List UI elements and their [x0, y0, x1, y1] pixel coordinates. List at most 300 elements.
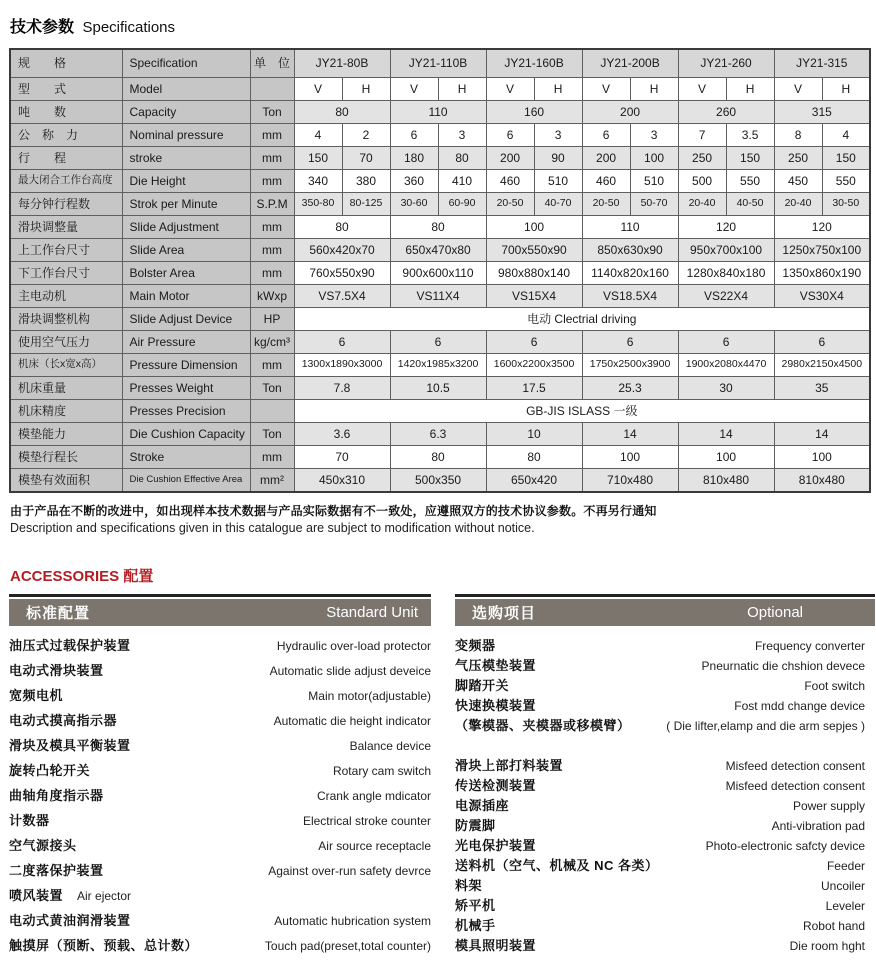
spec-value-cell: 350-80 — [294, 193, 342, 216]
spec-value-cell: 100 — [774, 446, 870, 469]
optional-rule — [455, 594, 875, 597]
spec-value-cell: 14 — [774, 423, 870, 446]
spec-value-cell: 450x310 — [294, 469, 390, 493]
spec-value-cell: 14 — [582, 423, 678, 446]
spec-row-unit: kWxp — [250, 285, 294, 308]
spec-value-cell: 4 — [294, 124, 342, 147]
spec-value-cell: 20-40 — [774, 193, 822, 216]
spec-value-cell: 40-70 — [534, 193, 582, 216]
optional-item-en: Photo-electronic safcty device — [705, 839, 865, 853]
spec-row — [10, 423, 870, 446]
standard-unit-item-en: Main motor(adjustable) — [308, 689, 431, 703]
spec-value-cell: 180 — [390, 147, 438, 170]
standard-unit-header-en: Standard Unit — [326, 604, 418, 621]
spec-row-unit: Ton — [250, 423, 294, 446]
spec-row-label-en: Bolster Area — [122, 262, 250, 285]
optional-item — [455, 835, 875, 855]
spec-row-label-zh: 模垫行程长 — [10, 446, 122, 469]
spec-value-cell: 80 — [390, 446, 486, 469]
spec-value-cell: 150 — [294, 147, 342, 170]
spec-value-cell: VS22X4 — [678, 285, 774, 308]
standard-unit-item-zh: 旋转凸轮开关 — [9, 763, 91, 778]
standard-unit-item — [9, 735, 431, 760]
spec-row-label-zh: 主电动机 — [10, 285, 122, 308]
standard-unit-item-en: Against over-run safety devrce — [268, 864, 431, 878]
spec-value-cell: H — [342, 78, 390, 101]
spec-row-label-zh: 机床精度 — [10, 400, 122, 423]
spec-row-label-en: Slide Area — [122, 239, 250, 262]
page-title — [10, 14, 869, 37]
spec-value-cell: VS18.5X4 — [582, 285, 678, 308]
spec-row — [10, 78, 870, 101]
standard-unit-item-en: Air source receptacle — [318, 839, 431, 853]
optional-item-zh: 滑块上部打料装置 — [455, 758, 564, 773]
spec-value-cell: 70 — [342, 147, 390, 170]
spec-row-label-zh: 公 称 力 — [10, 124, 122, 147]
spec-value-cell: H — [726, 78, 774, 101]
standard-unit-item-zh: 宽频电机 — [9, 688, 64, 703]
spec-row-unit — [250, 78, 294, 101]
page-title-zh: 技术参数 — [10, 19, 75, 36]
spec-value-cell: 1140x820x160 — [582, 262, 678, 285]
spec-model-header-2: JY21-160B — [486, 49, 582, 78]
optional-item-en: Anti-vibration pad — [771, 819, 865, 833]
spec-row-unit: HP — [250, 308, 294, 331]
spec-row — [10, 170, 870, 193]
standard-unit-rule — [9, 594, 431, 597]
spec-row-label-en: Presses Weight — [122, 377, 250, 400]
standard-unit-item — [9, 660, 431, 685]
spec-value-cell: 6 — [678, 331, 774, 354]
spec-row-unit: kg/cm³ — [250, 331, 294, 354]
spec-row-label-zh: 机床（长x宽x高） — [10, 354, 122, 377]
spec-value-cell: 100 — [678, 446, 774, 469]
spec-value-cell: 950x700x100 — [678, 239, 774, 262]
spec-table — [9, 48, 871, 493]
spec-value-cell: 90 — [534, 147, 582, 170]
spec-row — [10, 354, 870, 377]
spec-row — [10, 124, 870, 147]
spec-value-cell: VS7.5X4 — [294, 285, 390, 308]
spec-value-cell: 2980x2150x4500 — [774, 354, 870, 377]
spec-value-cell: 60-90 — [438, 193, 486, 216]
spec-row-unit: mm — [250, 239, 294, 262]
optional-item-zh: 气压模垫装置 — [455, 658, 537, 673]
spec-row-label-en: Air Pressure — [122, 331, 250, 354]
spec-row-label-en: Die Height — [122, 170, 250, 193]
standard-unit-item — [9, 910, 431, 935]
spec-value-cell: 160 — [486, 101, 582, 124]
spec-value-cell: 110 — [582, 216, 678, 239]
spec-row-label-en: Main Motor — [122, 285, 250, 308]
page-title-en: Specifications — [82, 19, 176, 36]
spec-value-cell: 120 — [678, 216, 774, 239]
spec-row-label-zh: 每分钟行程数 — [10, 193, 122, 216]
spec-row-unit: mm — [250, 170, 294, 193]
spec-value-cell: 25.3 — [582, 377, 678, 400]
spec-row-unit: mm — [250, 147, 294, 170]
spec-value-cell: 6 — [582, 331, 678, 354]
spec-row-label-en: Pressure Dimension — [122, 354, 250, 377]
standard-unit-item — [9, 685, 431, 710]
spec-value-cell: 80 — [390, 216, 486, 239]
spec-value-cell: 410 — [438, 170, 486, 193]
spec-row-label-en: Presses Precision — [122, 400, 250, 423]
optional-item-en: Misfeed detection consent — [725, 779, 865, 793]
standard-unit-item-en: Air ejector — [77, 889, 132, 903]
spec-value-cell: 110 — [390, 101, 486, 124]
spec-value-cell: 1750x2500x3900 — [582, 354, 678, 377]
spec-value-cell: 1300x1890x3000 — [294, 354, 390, 377]
spec-value-cell: 380 — [342, 170, 390, 193]
spec-header-label-en: Specification — [122, 49, 250, 78]
footnote-en: Description and specifications given in this catalogue are subject to modification without notice. — [10, 521, 535, 535]
spec-value-cell: 250 — [678, 147, 726, 170]
spec-value-cell: 6.3 — [390, 423, 486, 446]
spec-value-cell: 100 — [630, 147, 678, 170]
standard-unit-item-en: Hydraulic over-load protector — [276, 639, 431, 653]
accessories-heading-zh: 配置 — [123, 568, 154, 585]
accessories-heading — [10, 565, 869, 586]
spec-row-label-zh: 机床重量 — [10, 377, 122, 400]
optional-item-en: Pneurnatic die chshion devece — [701, 659, 865, 673]
spec-row-unit: S.P.M — [250, 193, 294, 216]
spec-value-cell: 460 — [582, 170, 630, 193]
spec-row-label-en: Strok per Minute — [122, 193, 250, 216]
spec-row-unit: mm — [250, 354, 294, 377]
optional-list — [455, 635, 875, 955]
spec-value-cell: 1420x1985x3200 — [390, 354, 486, 377]
standard-unit-item-zh: 二度落保护装置 — [9, 863, 104, 878]
standard-unit-item-en: Automatic die height indicator — [273, 714, 431, 728]
spec-value-cell: 560x420x70 — [294, 239, 390, 262]
spec-value-cell: 1350x860x190 — [774, 262, 870, 285]
spec-value-cell: 150 — [822, 147, 870, 170]
spec-value-cell: 35 — [774, 377, 870, 400]
spec-value-cell: 460 — [486, 170, 534, 193]
optional-item-zh: 脚踏开关 — [455, 678, 510, 693]
spec-value-cell: VS15X4 — [486, 285, 582, 308]
standard-unit-item — [9, 760, 431, 785]
spec-value-cell: 450 — [774, 170, 822, 193]
optional-item — [455, 855, 875, 875]
optional-header-bar — [455, 599, 875, 626]
spec-row-label-zh: 行 程 — [10, 147, 122, 170]
spec-value-cell: 7 — [678, 124, 726, 147]
optional-item-zh: 机械手 — [455, 918, 496, 933]
spec-value-cell: V — [294, 78, 342, 101]
spec-value-cell: 650x470x80 — [390, 239, 486, 262]
optional-item — [455, 755, 875, 775]
spec-value-cell: 6 — [486, 331, 582, 354]
standard-unit-item-en: Automatic hubrication system — [274, 914, 431, 928]
spec-value-cell: 30 — [678, 377, 774, 400]
optional-header-zh: 选购项目 — [472, 605, 537, 622]
optional-item-zh: 送料机（空气、机械及 NC 各类） — [455, 858, 659, 873]
optional-item — [455, 675, 875, 695]
spec-row — [10, 446, 870, 469]
spec-row-label-zh: 最大闭合工作台高度 — [10, 170, 122, 193]
optional-item — [455, 715, 875, 735]
spec-value-cell: V — [582, 78, 630, 101]
spec-span-cell: GB-JIS ISLASS 一级 — [294, 400, 870, 423]
spec-value-cell: 6 — [390, 124, 438, 147]
standard-unit-item-zh: 油压式过载保护装置 — [9, 638, 131, 653]
spec-row — [10, 469, 870, 493]
standard-unit-list — [9, 635, 431, 960]
standard-unit-item-zh: 滑块及模具平衡装置 — [9, 738, 131, 753]
spec-span-cell: 电动 Clectrial driving — [294, 308, 870, 331]
spec-value-cell: 80 — [294, 101, 390, 124]
spec-header-row — [10, 49, 870, 78]
spec-header-label-zh: 规 格 — [10, 49, 122, 78]
spec-row-label-en: Slide Adjustment — [122, 216, 250, 239]
spec-row — [10, 377, 870, 400]
spec-value-cell: 500x350 — [390, 469, 486, 493]
spec-value-cell: 100 — [582, 446, 678, 469]
spec-value-cell: 8 — [774, 124, 822, 147]
optional-item-zh: 料架 — [455, 878, 483, 893]
spec-value-cell: 810x480 — [774, 469, 870, 493]
spec-row — [10, 216, 870, 239]
standard-unit-item-en: Electrical stroke counter — [302, 814, 431, 828]
spec-value-cell: 100 — [486, 216, 582, 239]
spec-model-header-3: JY21-200B — [582, 49, 678, 78]
spec-row-label-zh: 下工作台尺寸 — [10, 262, 122, 285]
optional-item — [455, 775, 875, 795]
spec-value-cell: 80 — [438, 147, 486, 170]
spec-row-label-en: stroke — [122, 147, 250, 170]
optional-item-zh: 变频器 — [455, 638, 496, 653]
spec-value-cell: V — [774, 78, 822, 101]
spec-row-label-en: Nominal pressure — [122, 124, 250, 147]
standard-unit-item-en: Touch pad(preset,total counter) — [264, 939, 431, 953]
footnotes — [10, 502, 869, 535]
spec-value-cell: 3.6 — [294, 423, 390, 446]
spec-row-label-zh: 滑块调整机构 — [10, 308, 122, 331]
standard-unit-item — [9, 710, 431, 735]
optional-item — [455, 815, 875, 835]
spec-value-cell: 2 — [342, 124, 390, 147]
spec-row-label-zh: 型 式 — [10, 78, 122, 101]
optional-item-en: Feeder — [826, 859, 865, 873]
optional-item — [455, 695, 875, 715]
spec-value-cell: 70 — [294, 446, 390, 469]
spec-value-cell: 980x880x140 — [486, 262, 582, 285]
standard-unit-item — [9, 935, 431, 960]
optional-item — [455, 795, 875, 815]
spec-value-cell: 150 — [726, 147, 774, 170]
spec-value-cell: 6 — [390, 331, 486, 354]
spec-value-cell: V — [678, 78, 726, 101]
spec-row — [10, 308, 870, 331]
optional-item-zh: 电源插座 — [455, 798, 510, 813]
spec-value-cell: 3 — [438, 124, 486, 147]
spec-value-cell: 10.5 — [390, 377, 486, 400]
standard-unit-header-bar — [9, 599, 431, 626]
spec-value-cell: 40-50 — [726, 193, 774, 216]
spec-value-cell: 80 — [294, 216, 390, 239]
optional-item-zh: 防震脚 — [455, 818, 496, 833]
standard-unit-item-en: Automatic slide adjust deveice — [269, 664, 431, 678]
optional-item-en: Die room hght — [789, 939, 865, 953]
spec-row — [10, 193, 870, 216]
standard-unit-item-zh: 喷风装置 — [9, 888, 64, 903]
optional-item-zh: 矫平机 — [455, 898, 496, 913]
optional-item-en: Foot switch — [804, 679, 865, 693]
spec-value-cell: H — [822, 78, 870, 101]
optional-item-en: Leveler — [825, 899, 865, 913]
standard-unit-item-zh: 空气源接头 — [9, 838, 77, 853]
standard-unit-item-en: Rotary cam switch — [332, 764, 431, 778]
optional-item-en: Robot hand — [802, 919, 865, 933]
spec-value-cell: 360 — [390, 170, 438, 193]
spec-value-cell: 3.5 — [726, 124, 774, 147]
spec-row — [10, 239, 870, 262]
spec-value-cell: 510 — [534, 170, 582, 193]
spec-value-cell: H — [534, 78, 582, 101]
standard-unit-column — [9, 594, 431, 960]
standard-unit-item — [9, 885, 431, 910]
spec-row — [10, 400, 870, 423]
spec-row-unit: mm — [250, 124, 294, 147]
optional-item — [455, 635, 875, 655]
spec-row-label-en: Capacity — [122, 101, 250, 124]
accessories-columns — [9, 594, 869, 960]
spec-value-cell: 6 — [774, 331, 870, 354]
spec-row-label-en: Die Cushion Capacity — [122, 423, 250, 446]
spec-row-unit: mm — [250, 262, 294, 285]
standard-unit-item — [9, 810, 431, 835]
optional-item-en: Power supply — [792, 799, 865, 813]
spec-value-cell: 340 — [294, 170, 342, 193]
spec-value-cell: 80 — [486, 446, 582, 469]
standard-unit-item — [9, 635, 431, 660]
optional-item-en: ( Die lifter,elamp and die arm sepjes ) — [666, 719, 865, 733]
optional-item — [455, 915, 875, 935]
spec-value-cell: 760x550x90 — [294, 262, 390, 285]
accessories-heading-en: ACCESSORIES — [10, 568, 120, 585]
optional-item — [455, 875, 875, 895]
spec-value-cell: 1280x840x180 — [678, 262, 774, 285]
spec-row-label-en: Die Cushion Effective Area — [122, 469, 250, 493]
spec-value-cell: 10 — [486, 423, 582, 446]
spec-value-cell: 700x550x90 — [486, 239, 582, 262]
spec-value-cell: 50-70 — [630, 193, 678, 216]
spec-value-cell: 200 — [582, 101, 678, 124]
spec-value-cell: 1900x2080x4470 — [678, 354, 774, 377]
spec-row — [10, 147, 870, 170]
spec-value-cell: 510 — [630, 170, 678, 193]
spec-value-cell: 500 — [678, 170, 726, 193]
optional-item-en: Fost mdd change device — [734, 699, 865, 713]
spec-value-cell: 550 — [726, 170, 774, 193]
optional-column — [455, 594, 875, 960]
spec-row-unit: Ton — [250, 101, 294, 124]
standard-unit-item — [9, 835, 431, 860]
standard-unit-item-zh: 触摸屏（预断、预载、总计数） — [9, 938, 199, 953]
spec-value-cell: 200 — [486, 147, 534, 170]
spec-value-cell: 550 — [822, 170, 870, 193]
optional-item — [455, 655, 875, 675]
spec-value-cell: 315 — [774, 101, 870, 124]
standard-unit-item-en: Balance device — [349, 739, 431, 753]
spec-value-cell: 850x630x90 — [582, 239, 678, 262]
optional-item — [455, 895, 875, 915]
spec-value-cell: 6 — [294, 331, 390, 354]
spec-value-cell: 80-125 — [342, 193, 390, 216]
spec-value-cell: 6 — [582, 124, 630, 147]
standard-unit-item-zh: 电动式滑块装置 — [9, 663, 104, 678]
standard-unit-header-zh: 标准配置 — [26, 605, 91, 622]
spec-header-unit: 单 位 — [250, 49, 294, 78]
spec-value-cell: 20-50 — [486, 193, 534, 216]
spec-value-cell: 710x480 — [582, 469, 678, 493]
spec-row-unit: mm — [250, 216, 294, 239]
spec-table-body — [10, 49, 870, 492]
spec-value-cell: 17.5 — [486, 377, 582, 400]
spec-row — [10, 262, 870, 285]
spec-value-cell: VS30X4 — [774, 285, 870, 308]
spec-model-header-5: JY21-315 — [774, 49, 870, 78]
footnote-zh: 由于产品在不断的改进中，如出现样本技术数据与产品实际数据有不一致处，应遵照双方的技术协议参数。不再另行通知 — [10, 504, 657, 518]
optional-item-zh: 传送检测装置 — [455, 778, 537, 793]
standard-unit-item — [9, 785, 431, 810]
spec-value-cell: 900x600x110 — [390, 262, 486, 285]
spec-value-cell: 200 — [582, 147, 630, 170]
spec-row-label-en: Stroke — [122, 446, 250, 469]
optional-header-en: Optional — [747, 604, 803, 621]
spec-value-cell: 260 — [678, 101, 774, 124]
spec-value-cell: 250 — [774, 147, 822, 170]
spec-model-header-1: JY21-110B — [390, 49, 486, 78]
optional-item-zh: （擎模器、夹模器或移模臂） — [455, 718, 631, 733]
spec-value-cell: V — [486, 78, 534, 101]
optional-item — [455, 935, 875, 955]
standard-unit-item — [9, 860, 431, 885]
spec-value-cell: 7.8 — [294, 377, 390, 400]
standard-unit-item-zh: 电动式黄油润滑装置 — [9, 913, 131, 928]
spec-value-cell: H — [630, 78, 678, 101]
spec-value-cell: 30-60 — [390, 193, 438, 216]
standard-unit-item-zh: 电动式摸高指示器 — [9, 713, 118, 728]
spec-value-cell: VS11X4 — [390, 285, 486, 308]
spec-row — [10, 101, 870, 124]
spec-value-cell: 4 — [822, 124, 870, 147]
spec-row-label-en: Model — [122, 78, 250, 101]
standard-unit-item-en: Crank angle mdicator — [316, 789, 431, 803]
spec-row — [10, 331, 870, 354]
spec-model-header-4: JY21-260 — [678, 49, 774, 78]
spec-row-unit: mm — [250, 446, 294, 469]
standard-unit-item-zh: 计数器 — [9, 813, 50, 828]
spec-value-cell: 120 — [774, 216, 870, 239]
optional-item-zh: 快速换模装置 — [455, 698, 537, 713]
optional-item-en: Frequency converter — [754, 639, 865, 653]
spec-row — [10, 285, 870, 308]
spec-value-cell: 3 — [534, 124, 582, 147]
spec-row-unit: mm² — [250, 469, 294, 493]
spec-value-cell: V — [390, 78, 438, 101]
spec-value-cell: 20-50 — [582, 193, 630, 216]
optional-item-zh: 光电保护装置 — [455, 838, 537, 853]
spec-row-label-zh: 吨 数 — [10, 101, 122, 124]
spec-value-cell: 1600x2200x3500 — [486, 354, 582, 377]
spec-value-cell: 20-40 — [678, 193, 726, 216]
spec-value-cell: 14 — [678, 423, 774, 446]
spec-row-label-en: Slide Adjust Device — [122, 308, 250, 331]
spec-value-cell: 6 — [486, 124, 534, 147]
